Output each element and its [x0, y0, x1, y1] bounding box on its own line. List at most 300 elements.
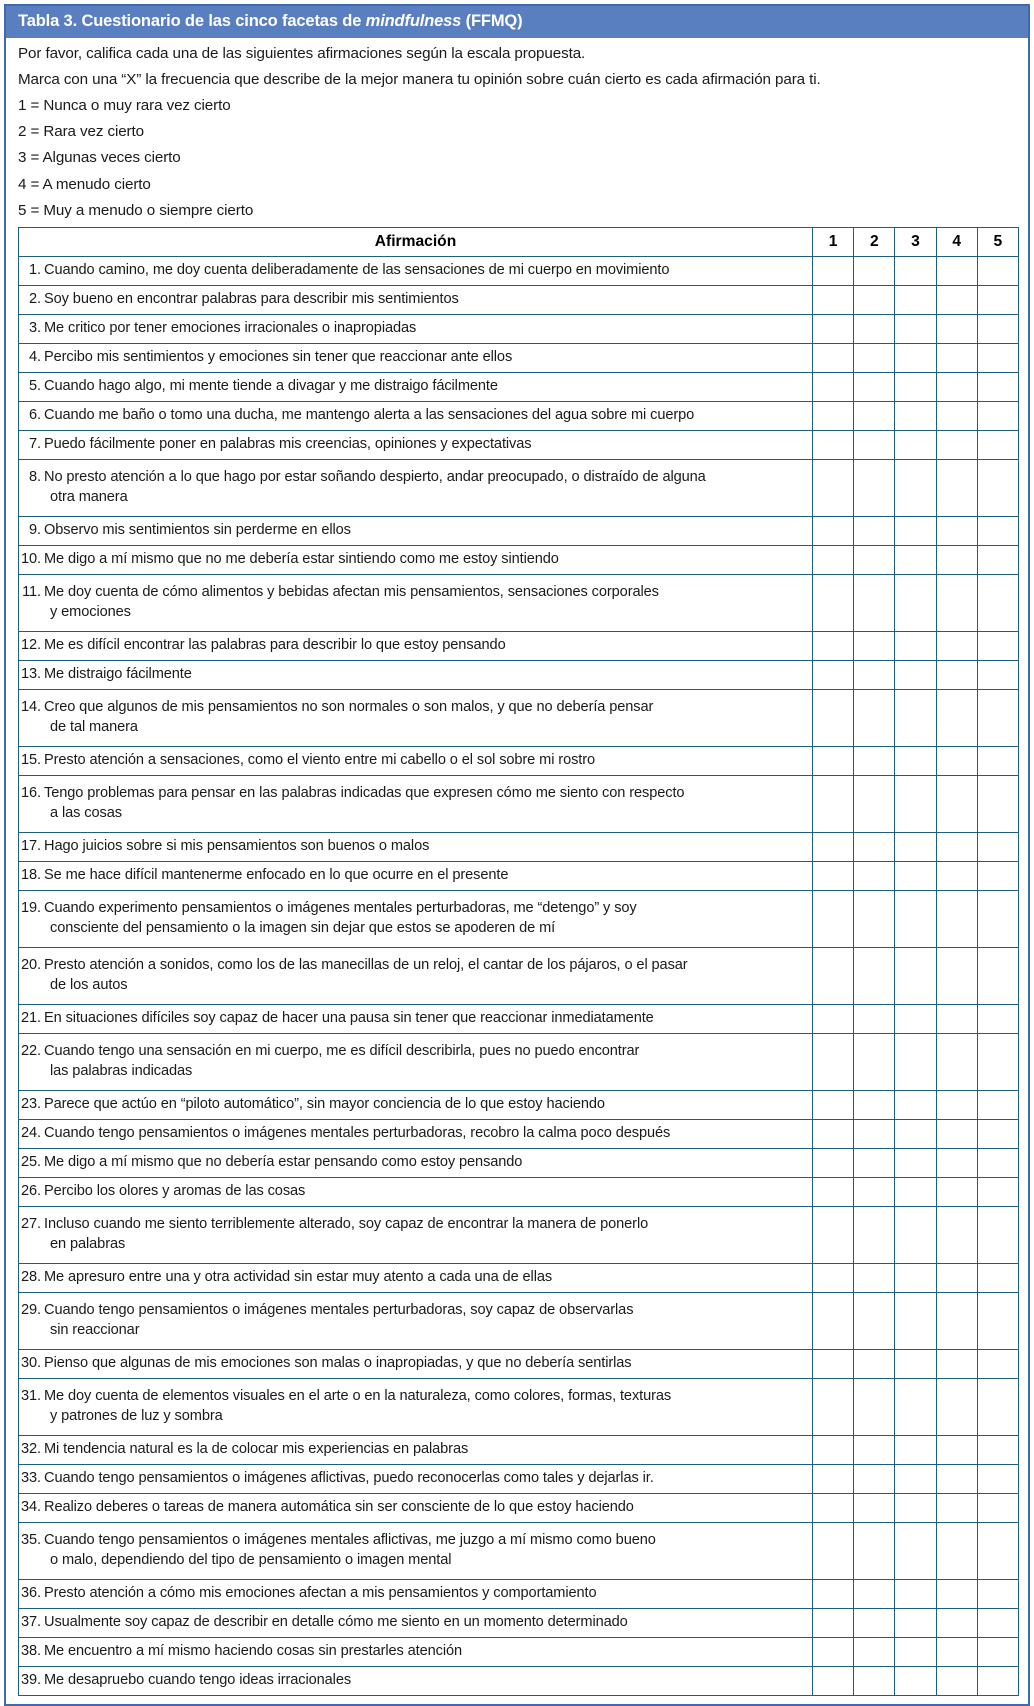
rating-checkbox-cell-1[interactable] — [813, 1206, 854, 1263]
rating-checkbox-cell-5[interactable] — [977, 861, 1018, 890]
rating-checkbox-cell-1[interactable] — [813, 1033, 854, 1090]
rating-checkbox-cell-3[interactable] — [895, 1004, 936, 1033]
item-text: No presto atención a lo que hago por estar soñando despierto, andar preocupado, o distraído de alguna — [44, 469, 706, 486]
item-text: Puedo fácilmente poner en palabras mis creencias, opiniones y expectativas — [44, 436, 532, 453]
rating-checkbox-cell-2[interactable] — [854, 1464, 895, 1493]
item-number: 19. — [21, 900, 41, 917]
item-number: 32. — [21, 1441, 41, 1458]
rating-checkbox-cell-5[interactable] — [977, 372, 1018, 401]
rating-checkbox-cell-2[interactable] — [854, 401, 895, 430]
table-row — [19, 1435, 1019, 1464]
rating-checkbox-cell-5[interactable] — [977, 1004, 1018, 1033]
rating-checkbox-cell-4[interactable] — [936, 1349, 977, 1378]
rating-checkbox-cell-5[interactable] — [977, 746, 1018, 775]
rating-checkbox-cell-3[interactable] — [895, 1119, 936, 1148]
rating-checkbox-cell-1[interactable] — [813, 1090, 854, 1119]
rating-checkbox-cell-4[interactable] — [936, 285, 977, 314]
statement-cell — [19, 516, 813, 545]
rating-checkbox-cell-1[interactable] — [813, 314, 854, 343]
rating-checkbox-cell-5[interactable] — [977, 1206, 1018, 1263]
rating-checkbox-cell-3[interactable] — [895, 689, 936, 746]
item-text: Me apresuro entre una y otra actividad sin estar muy atento a cada una de ellas — [44, 1269, 553, 1286]
rating-checkbox-cell-1[interactable] — [813, 1464, 854, 1493]
rating-checkbox-cell-1[interactable] — [813, 947, 854, 1004]
item-number: 29. — [21, 1302, 41, 1319]
rating-checkbox-cell-3[interactable] — [895, 1263, 936, 1292]
rating-checkbox-cell-5[interactable] — [977, 775, 1018, 832]
rating-checkbox-cell-1[interactable] — [813, 775, 854, 832]
item-text-continued: de tal manera — [50, 719, 138, 736]
rating-checkbox-cell-1[interactable] — [813, 1378, 854, 1435]
rating-checkbox-cell-5[interactable] — [977, 947, 1018, 1004]
item-text: Me digo a mí mismo que no me debería estar sintiendo como me estoy sintiendo — [44, 551, 559, 568]
rating-checkbox-cell-4[interactable] — [936, 1608, 977, 1637]
statement-cell — [19, 1004, 813, 1033]
rating-checkbox-cell-3[interactable] — [895, 256, 936, 285]
table-row — [19, 1177, 1019, 1206]
scale-legend-3: 3 = Algunas veces cierto — [18, 150, 181, 166]
rating-checkbox-cell-3[interactable] — [895, 516, 936, 545]
rating-checkbox-cell-3[interactable] — [895, 1206, 936, 1263]
rating-checkbox-cell-5[interactable] — [977, 1493, 1018, 1522]
rating-checkbox-cell-5[interactable] — [977, 631, 1018, 660]
rating-checkbox-cell-4[interactable] — [936, 1206, 977, 1263]
item-text: Me distraigo fácilmente — [44, 666, 192, 683]
rating-checkbox-cell-5[interactable] — [977, 256, 1018, 285]
item-text: Cuando tengo pensamientos o imágenes mentales aflictivas, me juzgo a mí mismo como bueno — [44, 1532, 656, 1549]
rating-checkbox-cell-1[interactable] — [813, 631, 854, 660]
rating-checkbox-cell-2[interactable] — [854, 832, 895, 861]
rating-checkbox-cell-5[interactable] — [977, 1033, 1018, 1090]
rating-checkbox-cell-4[interactable] — [936, 372, 977, 401]
header-row — [19, 227, 1019, 256]
rating-checkbox-cell-5[interactable] — [977, 516, 1018, 545]
item-text: Mi tendencia natural es la de colocar mis experiencias en palabras — [44, 1441, 469, 1458]
rating-checkbox-cell-4[interactable] — [936, 1493, 977, 1522]
rating-checkbox-cell-4[interactable] — [936, 631, 977, 660]
item-number: 33. — [21, 1470, 41, 1487]
rating-checkbox-cell-5[interactable] — [977, 285, 1018, 314]
rating-checkbox-cell-2[interactable] — [854, 516, 895, 545]
item-text: Me desapruebo cuando tengo ideas irracionales — [44, 1672, 352, 1689]
rating-checkbox-cell-1[interactable] — [813, 372, 854, 401]
rating-checkbox-cell-3[interactable] — [895, 1464, 936, 1493]
rating-checkbox-cell-2[interactable] — [854, 1349, 895, 1378]
item-text-continued: consciente del pensamiento o la imagen sin dejar que estos se apoderen de mí — [50, 920, 556, 937]
table-row — [19, 1033, 1019, 1090]
rating-checkbox-cell-2[interactable] — [854, 459, 895, 516]
item-text: Presto atención a sonidos, como los de las manecillas de un reloj, el cantar de los pájaros, o el pasar — [44, 957, 688, 974]
rating-checkbox-cell-3[interactable] — [895, 861, 936, 890]
item-text-continued: sin reaccionar — [50, 1322, 140, 1339]
rating-checkbox-cell-4[interactable] — [936, 861, 977, 890]
rating-checkbox-cell-3[interactable] — [895, 1522, 936, 1579]
table-row — [19, 1378, 1019, 1435]
rating-checkbox-cell-5[interactable] — [977, 832, 1018, 861]
item-number: 21. — [21, 1010, 41, 1027]
rating-checkbox-cell-3[interactable] — [895, 459, 936, 516]
rating-checkbox-cell-4[interactable] — [936, 660, 977, 689]
rating-checkbox-cell-2[interactable] — [854, 1206, 895, 1263]
rating-checkbox-cell-5[interactable] — [977, 574, 1018, 631]
item-number: 28. — [21, 1269, 41, 1286]
rating-checkbox-cell-1[interactable] — [813, 861, 854, 890]
rating-checkbox-cell-4[interactable] — [936, 516, 977, 545]
rating-checkbox-cell-2[interactable] — [854, 689, 895, 746]
rating-checkbox-cell-3[interactable] — [895, 1148, 936, 1177]
rating-checkbox-cell-3[interactable] — [895, 574, 936, 631]
rating-checkbox-cell-3[interactable] — [895, 746, 936, 775]
item-number: 24. — [21, 1125, 41, 1142]
table-row — [19, 1666, 1019, 1695]
statement-column-header: Afirmación — [19, 227, 813, 256]
rating-checkbox-cell-1[interactable] — [813, 1608, 854, 1637]
rating-checkbox-cell-2[interactable] — [854, 1666, 895, 1695]
statement-cell — [19, 459, 813, 516]
rating-checkbox-cell-2[interactable] — [854, 256, 895, 285]
rating-checkbox-cell-2[interactable] — [854, 372, 895, 401]
rating-checkbox-cell-1[interactable] — [813, 1493, 854, 1522]
statement-cell — [19, 343, 813, 372]
rating-checkbox-cell-2[interactable] — [854, 1435, 895, 1464]
table-row — [19, 256, 1019, 285]
scale-legend-2: 2 = Rara vez cierto — [18, 124, 144, 140]
item-number: 30. — [21, 1355, 41, 1372]
table-row — [19, 660, 1019, 689]
rating-checkbox-cell-3[interactable] — [895, 775, 936, 832]
item-number: 34. — [21, 1499, 41, 1516]
rating-checkbox-cell-5[interactable] — [977, 314, 1018, 343]
item-text: Soy bueno en encontrar palabras para describir mis sentimientos — [44, 291, 459, 308]
table-title-prefix: Tabla 3. Cuestionario de las cinco facetas de — [18, 12, 366, 30]
statement-cell — [19, 775, 813, 832]
rating-checkbox-cell-2[interactable] — [854, 1292, 895, 1349]
rating-checkbox-cell-1[interactable] — [813, 1666, 854, 1695]
rating-checkbox-cell-2[interactable] — [854, 314, 895, 343]
rating-checkbox-cell-3[interactable] — [895, 285, 936, 314]
rating-checkbox-cell-2[interactable] — [854, 947, 895, 1004]
questionnaire-body — [19, 256, 1019, 1695]
table-row — [19, 775, 1019, 832]
rating-checkbox-cell-5[interactable] — [977, 401, 1018, 430]
rating-checkbox-cell-4[interactable] — [936, 401, 977, 430]
table-title-suffix: (FFMQ) — [461, 12, 523, 30]
rating-checkbox-cell-2[interactable] — [854, 1637, 895, 1666]
rating-checkbox-cell-1[interactable] — [813, 1579, 854, 1608]
statement-cell — [19, 1666, 813, 1695]
rating-checkbox-cell-5[interactable] — [977, 1579, 1018, 1608]
rating-checkbox-cell-3[interactable] — [895, 1608, 936, 1637]
table-row — [19, 1522, 1019, 1579]
item-number: 12. — [21, 637, 41, 654]
rating-checkbox-cell-5[interactable] — [977, 689, 1018, 746]
statement-cell — [19, 1148, 813, 1177]
rating-checkbox-cell-2[interactable] — [854, 1119, 895, 1148]
rating-checkbox-cell-1[interactable] — [813, 285, 854, 314]
rating-checkbox-cell-4[interactable] — [936, 689, 977, 746]
rating-checkbox-cell-1[interactable] — [813, 689, 854, 746]
rating-checkbox-cell-5[interactable] — [977, 1263, 1018, 1292]
rating-checkbox-cell-1[interactable] — [813, 832, 854, 861]
rating-checkbox-cell-2[interactable] — [854, 545, 895, 574]
rating-checkbox-cell-2[interactable] — [854, 1493, 895, 1522]
rating-checkbox-cell-2[interactable] — [854, 343, 895, 372]
rating-checkbox-cell-5[interactable] — [977, 1177, 1018, 1206]
rating-checkbox-cell-3[interactable] — [895, 660, 936, 689]
rating-checkbox-cell-3[interactable] — [895, 1090, 936, 1119]
table-row — [19, 459, 1019, 516]
rating-checkbox-cell-1[interactable] — [813, 1292, 854, 1349]
item-number: 36. — [21, 1585, 41, 1602]
rating-checkbox-cell-4[interactable] — [936, 1522, 977, 1579]
rating-checkbox-cell-4[interactable] — [936, 832, 977, 861]
rating-checkbox-cell-1[interactable] — [813, 516, 854, 545]
item-number: 15. — [21, 752, 41, 769]
table-row — [19, 1493, 1019, 1522]
item-text: Observo mis sentimientos sin perderme en ellos — [44, 522, 351, 539]
rating-checkbox-cell-1[interactable] — [813, 890, 854, 947]
rating-checkbox-cell-2[interactable] — [854, 1004, 895, 1033]
rating-checkbox-cell-3[interactable] — [895, 1493, 936, 1522]
item-text: Me es difícil encontrar las palabras para describir lo que estoy pensando — [44, 637, 506, 654]
rating-checkbox-cell-2[interactable] — [854, 1263, 895, 1292]
rating-checkbox-cell-4[interactable] — [936, 256, 977, 285]
rating-checkbox-cell-4[interactable] — [936, 746, 977, 775]
rating-checkbox-cell-1[interactable] — [813, 746, 854, 775]
rating-checkbox-cell-1[interactable] — [813, 1435, 854, 1464]
rating-checkbox-cell-1[interactable] — [813, 1119, 854, 1148]
rating-checkbox-cell-1[interactable] — [813, 1177, 854, 1206]
rating-checkbox-cell-3[interactable] — [895, 1579, 936, 1608]
rating-column-header-5: 5 — [977, 227, 1018, 256]
statement-cell — [19, 401, 813, 430]
item-text-continued: de los autos — [50, 977, 128, 994]
rating-checkbox-cell-3[interactable] — [895, 1292, 936, 1349]
rating-checkbox-cell-4[interactable] — [936, 1579, 977, 1608]
rating-checkbox-cell-5[interactable] — [977, 1090, 1018, 1119]
rating-checkbox-cell-1[interactable] — [813, 1349, 854, 1378]
rating-checkbox-cell-1[interactable] — [813, 1004, 854, 1033]
rating-checkbox-cell-2[interactable] — [854, 285, 895, 314]
rating-checkbox-cell-4[interactable] — [936, 1004, 977, 1033]
rating-checkbox-cell-3[interactable] — [895, 1378, 936, 1435]
rating-checkbox-cell-4[interactable] — [936, 947, 977, 1004]
rating-checkbox-cell-4[interactable] — [936, 1292, 977, 1349]
statement-cell — [19, 1637, 813, 1666]
rating-checkbox-cell-2[interactable] — [854, 1033, 895, 1090]
item-text: Presto atención a cómo mis emociones afectan a mis pensamientos y comportamiento — [44, 1585, 597, 1602]
item-text: Cuando tengo pensamientos o imágenes aflictivas, puedo reconocerlas como tales y dejarlas ir. — [44, 1470, 654, 1487]
rating-checkbox-cell-1[interactable] — [813, 660, 854, 689]
rating-checkbox-cell-1[interactable] — [813, 1522, 854, 1579]
item-number: 18. — [21, 867, 41, 884]
rating-checkbox-cell-4[interactable] — [936, 459, 977, 516]
rating-checkbox-cell-4[interactable] — [936, 1177, 977, 1206]
rating-checkbox-cell-5[interactable] — [977, 1378, 1018, 1435]
rating-checkbox-cell-5[interactable] — [977, 1522, 1018, 1579]
rating-checkbox-cell-3[interactable] — [895, 1666, 936, 1695]
rating-checkbox-cell-1[interactable] — [813, 1148, 854, 1177]
item-text: Creo que algunos de mis pensamientos no son normales o son malos, y que no debería pensar — [44, 699, 654, 716]
rating-checkbox-cell-4[interactable] — [936, 1090, 977, 1119]
item-text: Cuando camino, me doy cuenta deliberadamente de las sensaciones de mi cuerpo en movimiento — [44, 262, 670, 279]
rating-checkbox-cell-5[interactable] — [977, 660, 1018, 689]
item-number: 39. — [21, 1672, 41, 1689]
rating-checkbox-cell-2[interactable] — [854, 746, 895, 775]
statement-cell — [19, 1177, 813, 1206]
item-text: En situaciones difíciles soy capaz de hacer una pausa sin tener que reaccionar inmediatamente — [44, 1010, 654, 1027]
statement-cell — [19, 1493, 813, 1522]
rating-checkbox-cell-1[interactable] — [813, 1637, 854, 1666]
rating-checkbox-cell-5[interactable] — [977, 1349, 1018, 1378]
statement-cell — [19, 1608, 813, 1637]
rating-checkbox-cell-5[interactable] — [977, 343, 1018, 372]
item-number: 14. — [21, 699, 41, 716]
rating-checkbox-cell-3[interactable] — [895, 1349, 936, 1378]
rating-checkbox-cell-5[interactable] — [977, 890, 1018, 947]
rating-checkbox-cell-4[interactable] — [936, 1666, 977, 1695]
rating-checkbox-cell-2[interactable] — [854, 890, 895, 947]
rating-checkbox-cell-3[interactable] — [895, 890, 936, 947]
rating-checkbox-cell-4[interactable] — [936, 1464, 977, 1493]
item-number: 4. — [29, 349, 41, 366]
rating-checkbox-cell-3[interactable] — [895, 631, 936, 660]
rating-checkbox-cell-5[interactable] — [977, 1435, 1018, 1464]
item-text: Parece que actúo en “piloto automático”, sin mayor conciencia de lo que estoy haciendo — [44, 1096, 605, 1113]
item-text-continued: en palabras — [50, 1236, 126, 1253]
rating-checkbox-cell-1[interactable] — [813, 459, 854, 516]
scale-legend-5: 5 = Muy a menudo o siempre cierto — [18, 202, 254, 218]
rating-checkbox-cell-5[interactable] — [977, 1637, 1018, 1666]
item-text: Usualmente soy capaz de describir en detalle cómo me siento en un momento determinado — [44, 1614, 628, 1631]
rating-checkbox-cell-3[interactable] — [895, 832, 936, 861]
rating-checkbox-cell-4[interactable] — [936, 775, 977, 832]
rating-checkbox-cell-3[interactable] — [895, 401, 936, 430]
item-text: Cuando experimento pensamientos o imágenes mentales perturbadoras, me “detengo” y soy — [44, 900, 637, 917]
rating-checkbox-cell-4[interactable] — [936, 1119, 977, 1148]
table-row — [19, 372, 1019, 401]
rating-checkbox-cell-4[interactable] — [936, 1435, 977, 1464]
rating-checkbox-cell-2[interactable] — [854, 631, 895, 660]
item-text: Me encuentro a mí mismo haciendo cosas sin prestarles atención — [44, 1643, 463, 1660]
rating-checkbox-cell-2[interactable] — [854, 1148, 895, 1177]
item-text: Me critico por tener emociones irracionales o inapropiadas — [44, 320, 417, 337]
item-number: 17. — [21, 838, 41, 855]
rating-checkbox-cell-5[interactable] — [977, 1608, 1018, 1637]
statement-cell — [19, 1263, 813, 1292]
rating-checkbox-cell-2[interactable] — [854, 1378, 895, 1435]
scale-legend-1: 1 = Nunca o muy rara vez cierto — [18, 97, 231, 114]
rating-checkbox-cell-5[interactable] — [977, 1119, 1018, 1148]
statement-cell — [19, 1033, 813, 1090]
table-row — [19, 689, 1019, 746]
item-number: 35. — [21, 1532, 41, 1549]
statement-cell — [19, 256, 813, 285]
item-number: 9. — [29, 522, 41, 539]
rating-checkbox-cell-3[interactable] — [895, 430, 936, 459]
rating-checkbox-cell-3[interactable] — [895, 343, 936, 372]
rating-checkbox-cell-1[interactable] — [813, 401, 854, 430]
rating-checkbox-cell-1[interactable] — [813, 1263, 854, 1292]
rating-checkbox-cell-1[interactable] — [813, 343, 854, 372]
rating-checkbox-cell-5[interactable] — [977, 1148, 1018, 1177]
rating-checkbox-cell-2[interactable] — [854, 430, 895, 459]
rating-checkbox-cell-2[interactable] — [854, 1522, 895, 1579]
rating-checkbox-cell-1[interactable] — [813, 545, 854, 574]
rating-checkbox-cell-4[interactable] — [936, 314, 977, 343]
rating-checkbox-cell-1[interactable] — [813, 256, 854, 285]
rating-checkbox-cell-2[interactable] — [854, 660, 895, 689]
statement-cell — [19, 1522, 813, 1579]
table-title-bar — [6, 6, 1028, 38]
rating-checkbox-cell-4[interactable] — [936, 1033, 977, 1090]
statement-cell — [19, 1435, 813, 1464]
statement-cell — [19, 285, 813, 314]
rating-checkbox-cell-4[interactable] — [936, 890, 977, 947]
statement-cell — [19, 372, 813, 401]
rating-checkbox-cell-4[interactable] — [936, 1148, 977, 1177]
rating-checkbox-cell-3[interactable] — [895, 314, 936, 343]
rating-checkbox-cell-3[interactable] — [895, 545, 936, 574]
item-text: Tengo problemas para pensar en las palabras indicadas que expresen cómo me siento con respecto — [44, 785, 685, 802]
table-row — [19, 516, 1019, 545]
rating-checkbox-cell-1[interactable] — [813, 430, 854, 459]
rating-checkbox-cell-3[interactable] — [895, 372, 936, 401]
rating-checkbox-cell-2[interactable] — [854, 574, 895, 631]
rating-checkbox-cell-2[interactable] — [854, 1177, 895, 1206]
table-row — [19, 1004, 1019, 1033]
rating-checkbox-cell-4[interactable] — [936, 1378, 977, 1435]
rating-checkbox-cell-3[interactable] — [895, 1177, 936, 1206]
rating-checkbox-cell-5[interactable] — [977, 1666, 1018, 1695]
rating-checkbox-cell-4[interactable] — [936, 1637, 977, 1666]
item-text-continued: y emociones — [50, 604, 131, 621]
item-number: 27. — [21, 1216, 41, 1233]
table-panel — [4, 4, 1030, 1706]
rating-checkbox-cell-5[interactable] — [977, 545, 1018, 574]
table-row — [19, 746, 1019, 775]
rating-checkbox-cell-5[interactable] — [977, 1464, 1018, 1493]
rating-column-header-3: 3 — [895, 227, 936, 256]
rating-checkbox-cell-3[interactable] — [895, 1637, 936, 1666]
rating-column-header-1: 1 — [813, 227, 854, 256]
rating-checkbox-cell-4[interactable] — [936, 430, 977, 459]
item-text: Se me hace difícil mantenerme enfocado en lo que ocurre en el presente — [44, 867, 509, 884]
rating-checkbox-cell-3[interactable] — [895, 1435, 936, 1464]
rating-checkbox-cell-3[interactable] — [895, 1033, 936, 1090]
rating-checkbox-cell-4[interactable] — [936, 343, 977, 372]
item-text-continued: otra manera — [50, 489, 128, 506]
rating-checkbox-cell-2[interactable] — [854, 861, 895, 890]
rating-checkbox-cell-3[interactable] — [895, 947, 936, 1004]
rating-checkbox-cell-5[interactable] — [977, 430, 1018, 459]
scale-legend-4: 4 = A menudo cierto — [18, 176, 151, 192]
item-text: Pienso que algunas de mis emociones son malas o inapropiadas, y que no debería sentirlas — [44, 1355, 632, 1372]
rating-checkbox-cell-2[interactable] — [854, 1608, 895, 1637]
rating-checkbox-cell-2[interactable] — [854, 1090, 895, 1119]
statement-cell — [19, 861, 813, 890]
rating-checkbox-cell-2[interactable] — [854, 775, 895, 832]
rating-checkbox-cell-5[interactable] — [977, 459, 1018, 516]
rating-checkbox-cell-1[interactable] — [813, 574, 854, 631]
rating-checkbox-cell-4[interactable] — [936, 545, 977, 574]
rating-checkbox-cell-4[interactable] — [936, 574, 977, 631]
rating-checkbox-cell-2[interactable] — [854, 1579, 895, 1608]
item-number: 25. — [21, 1154, 41, 1171]
item-text: Hago juicios sobre si mis pensamientos son buenos o malos — [44, 838, 430, 855]
rating-checkbox-cell-5[interactable] — [977, 1292, 1018, 1349]
rating-checkbox-cell-4[interactable] — [936, 1263, 977, 1292]
